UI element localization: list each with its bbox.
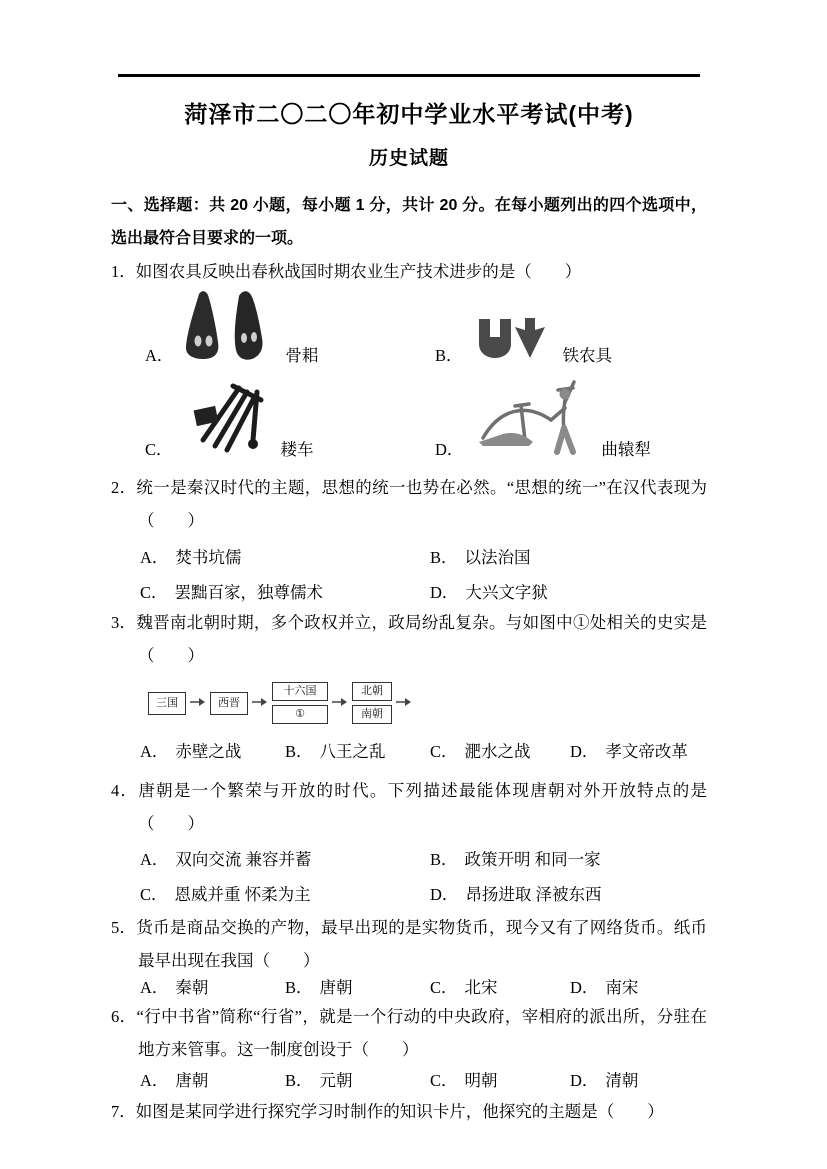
option-label: C． <box>430 978 458 997</box>
option-text: 八王之乱 <box>319 742 386 761</box>
diagram-box-southern-dynasties: 南朝 <box>352 705 392 724</box>
option-caption: 铁农具 <box>562 346 613 365</box>
option-c <box>430 735 570 768</box>
option-text: 大兴文字狱 <box>465 583 548 602</box>
question-text: 如图农具反映出春秋战国时期农业生产技术进步的是（ ） <box>135 262 582 281</box>
question-6 <box>111 1000 707 1097</box>
options-row <box>111 878 707 911</box>
question-number: 2． <box>111 478 137 497</box>
diagram-box-three-kingdoms: 三国 <box>148 692 186 715</box>
bone-spades-icon <box>183 290 275 367</box>
question-number: 5． <box>111 918 137 937</box>
diagram-stack-north-south <box>352 682 392 724</box>
option-text: 唐朝 <box>319 978 353 997</box>
option-text: 以法治国 <box>464 548 531 567</box>
question-text: 唐朝是一个繁荣与开放的时代。下列描述最能体现唐朝对外开放特点的是（ ） <box>138 781 708 833</box>
question-stem <box>111 255 707 288</box>
option-label: A． <box>140 1071 169 1090</box>
image-options-row-1 <box>111 290 707 367</box>
option-label: A． <box>145 346 174 365</box>
options-row <box>111 1064 707 1097</box>
option-label: C． <box>430 1071 458 1090</box>
iron-tools-icon <box>473 316 553 367</box>
option-label: A． <box>140 850 169 869</box>
question-number: 3． <box>111 613 137 632</box>
option-label: C． <box>145 440 173 459</box>
image-options-row-2 <box>111 376 707 461</box>
option-text: 唐朝 <box>175 1071 209 1090</box>
question-text: 魏晋南北朝时期，多个政权并立，政局纷乱复杂。与如图中①处相关的史实是（ ） <box>136 613 708 665</box>
option-a <box>140 843 430 876</box>
option-c <box>140 878 430 911</box>
question-text: 货币是商品交换的产物，最早出现的是实物货币，现今又有了网络货币。纸币最早出现在我国（ ） <box>136 918 708 970</box>
option-text: 恩威并重 怀柔为主 <box>174 885 311 904</box>
arrow-right-icon <box>252 694 268 712</box>
option-a <box>140 1064 285 1097</box>
option-b <box>430 843 707 876</box>
question-2 <box>111 471 707 609</box>
option-text: 秦朝 <box>175 978 209 997</box>
option-label: D． <box>570 978 599 997</box>
question-number: 4． <box>111 781 139 800</box>
question-text: “行中书省”简称“行省”，就是一个行动的中央政府，宰相府的派出所，分驻在地方来管事。这一制度创设于（ ） <box>136 1007 708 1059</box>
diagram-box-sixteen-kingdoms: 十六国 <box>272 682 328 701</box>
image-option-c <box>145 376 435 461</box>
question-stem <box>111 774 707 840</box>
options-row <box>111 735 707 768</box>
option-a <box>140 735 285 768</box>
option-b <box>285 735 430 768</box>
question-stem <box>111 1000 707 1066</box>
option-caption: 耧车 <box>280 440 314 459</box>
question-3 <box>111 606 707 768</box>
doc-title: 菏泽市二〇二〇年初中学业水平考试(中考) <box>184 101 634 127</box>
question-number: 6． <box>111 1007 137 1026</box>
diagram-box-northern-dynasties: 北朝 <box>352 682 392 701</box>
options-row <box>111 843 707 876</box>
question-stem <box>111 471 707 537</box>
option-label: B． <box>285 1071 313 1090</box>
question-text: 统一是秦汉时代的主题，思想的统一也势在必然。“思想的统一”在汉代表现为（ ） <box>136 478 707 530</box>
option-label: B． <box>430 850 458 869</box>
options-row <box>111 576 707 609</box>
option-text: 赤壁之战 <box>175 742 242 761</box>
question-text: 如图是某同学进行探究学习时制作的知识卡片，他探究的主题是（ ） <box>135 1102 664 1121</box>
question-number: 7． <box>111 1102 136 1121</box>
option-text: 淝水之战 <box>464 742 531 761</box>
seed-drill-icon <box>183 378 271 461</box>
question-stem <box>111 1095 707 1128</box>
option-label: B． <box>435 346 463 365</box>
option-label: D． <box>430 583 459 602</box>
option-caption: 骨耜 <box>285 346 319 365</box>
option-label: B． <box>285 742 313 761</box>
option-d <box>570 735 707 768</box>
option-label: A． <box>140 548 169 567</box>
arrow-right-icon <box>332 694 348 712</box>
question-number: 1． <box>111 262 136 281</box>
question-stem <box>111 606 707 672</box>
option-label: C． <box>140 885 168 904</box>
option-text: 北宋 <box>464 978 498 997</box>
image-option-a <box>145 290 435 367</box>
option-text: 昂扬进取 泽被东西 <box>465 885 602 904</box>
diagram-stack-sixteen-kingdoms <box>272 682 328 724</box>
section-header: 一、选择题：共 20 小题，每小题 1 分，共计 20 分。在每小题列出的四个选项中，选出最符合目要求的一项。 <box>111 197 707 247</box>
arrow-right-icon <box>190 694 206 712</box>
options-row <box>111 541 707 574</box>
option-text: 双向交流 兼容并蓄 <box>175 850 312 869</box>
question-1 <box>111 255 707 461</box>
option-c <box>140 576 430 609</box>
curved-plow-icon <box>473 376 591 461</box>
option-text: 罢黜百家，独尊儒术 <box>174 583 324 602</box>
option-text: 政策开明 和同一家 <box>464 850 601 869</box>
option-text: 明朝 <box>464 1071 498 1090</box>
option-d <box>430 878 707 911</box>
question-stem <box>111 911 707 977</box>
option-text: 焚书坑儒 <box>175 548 242 567</box>
doc-subtitle: 历史试题 <box>368 148 449 169</box>
option-b <box>285 1064 430 1097</box>
option-label: D． <box>570 1071 599 1090</box>
dynasty-diagram <box>148 679 707 727</box>
option-label: D． <box>570 742 599 761</box>
image-option-d <box>435 376 707 461</box>
option-label: A． <box>140 978 169 997</box>
option-label: B． <box>430 548 458 567</box>
arrow-right-icon <box>396 694 412 712</box>
option-text: 南宋 <box>605 978 639 997</box>
image-option-b <box>435 290 707 367</box>
option-label: D． <box>430 885 459 904</box>
option-d <box>430 576 707 609</box>
option-d <box>570 1064 707 1097</box>
option-c <box>430 1064 570 1097</box>
option-caption: 曲辕犁 <box>601 440 651 459</box>
question-7 <box>111 1095 707 1128</box>
diagram-box-circled-one: ① <box>272 705 328 724</box>
option-label: C． <box>430 742 458 761</box>
option-text: 元朝 <box>319 1071 353 1090</box>
question-5 <box>111 911 707 1004</box>
option-label: A． <box>140 742 169 761</box>
option-b <box>430 541 707 574</box>
option-label: C． <box>140 583 168 602</box>
exam-content <box>111 0 707 1128</box>
option-text: 清朝 <box>605 1071 639 1090</box>
diagram-box-western-jin: 西晋 <box>210 692 248 715</box>
question-4 <box>111 774 707 911</box>
option-label: B． <box>285 978 313 997</box>
option-a <box>140 541 430 574</box>
option-label: D． <box>435 440 464 459</box>
option-text: 孝文帝改革 <box>605 742 688 761</box>
